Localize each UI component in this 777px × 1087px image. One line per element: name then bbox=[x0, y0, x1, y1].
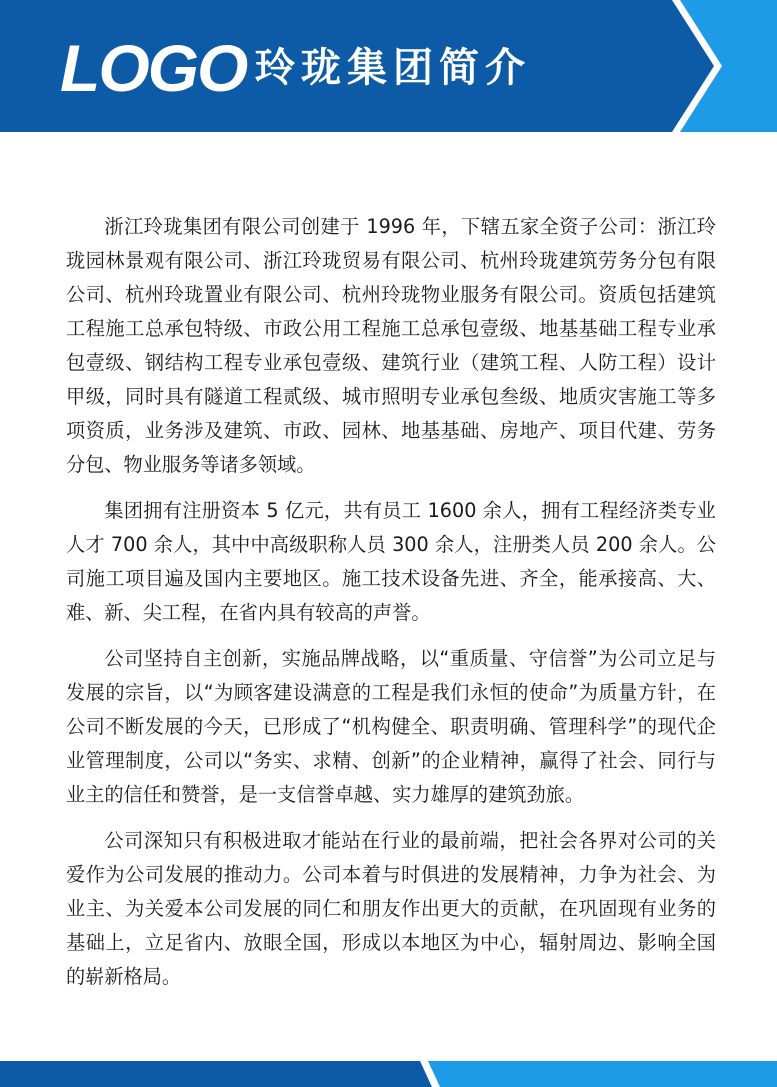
footer-background bbox=[0, 1061, 777, 1087]
paragraph-1: 浙江玲珑集团有限公司创建于 1996 年，下辖五家全资子公司：浙江玲珑园林景观有限公司、浙江玲珑贸易有限公司、杭州玲珑建筑劳务分包有限公司、杭州玲珑置业有限公司、杭州玲珑物业服务有限公司。资质包括建筑工程施工总承包特级、市政公用工程施工总承包壹级、地基基础工程专业承包壹级、钢结构工程专业承包壹级、建筑行业（建筑工程、人防工程）设计甲级，同时具有隧道工程贰级、城市照明专业承包叁级、地质灾害施工等多项资质，业务涉及建筑、市政、园林、地基基础、房地产、项目代建、劳务分包、物业服务等诸多领域。 bbox=[66, 215, 716, 476]
intro-text bbox=[66, 210, 716, 1006]
paragraph-4: 公司深知只有积极进取才能站在行业的最前端，把社会各界对公司的关爱作为公司发展的推动力。公司本着与时俱进的发展精神，力争为社会、为业主、为关爱本公司发展的同仁和朋友作出更大的贡献，在巩固现有业务的基础上，立足省内、放眼全国，形成以本地区为中心，辐射周边、影响全国的崭新格局。 bbox=[66, 829, 716, 988]
paragraph-2: 集团拥有注册资本 5 亿元，共有员工 1600 余人，拥有工程经济类专业人才 700 余人，其中中高级职称人员 300 余人，注册类人员 200 余人。公司施工项目遍及国内主要地区。施工技术设备先进、齐全，能承接高、大、难、新、尖工程，在省内具有较高的声誉。 bbox=[66, 499, 716, 624]
paragraph-3: 公司坚持自主创新，实施品牌战略，以“重质量、守信誉”为公司立足与发展的宗旨，以“为顾客建设满意的工程是我们永恒的使命”为质量方针，在公司不断发展的今天，已形成了“机构健全、职责明确、管理科学”的现代企业管理制度，公司以“务实、求精、创新”的企业精神，赢得了社会、同行与业主的信任和赞誉，是一支信誉卓越、实力雄厚的建筑劲旅。 bbox=[66, 647, 716, 806]
footer-banner bbox=[0, 1061, 777, 1087]
header-banner bbox=[0, 0, 777, 132]
page-title: 玲珑集团简介 bbox=[255, 45, 531, 91]
logo: LOGO bbox=[60, 31, 247, 105]
